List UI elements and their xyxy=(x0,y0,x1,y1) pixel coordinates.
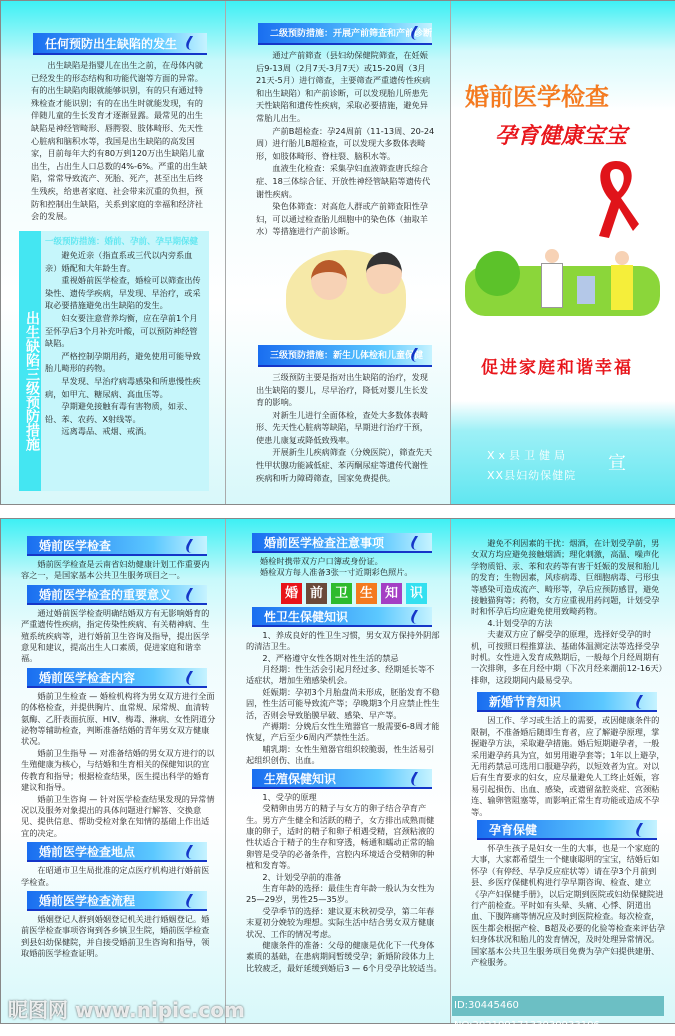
paragraph: 产褥期：分娩后女性生殖器官一般需要6-8周才能恢复，产后至少6周内严禁性生活。 xyxy=(246,721,440,743)
xuan-mark: 宣 xyxy=(608,453,626,474)
section-banner: 婚前医学检查的重要意义 xyxy=(27,585,207,605)
paragraph: 健康条件的准备：父母的健康是优化下一代身体素质的基础，在患病期间暂缓受孕；新婚阶段体力上比较疲乏，最好延缓到婚后3 — 6个月受孕比较适当。 xyxy=(246,939,442,973)
section-banner: 二级预防措施：开展产前筛查和产前诊断 xyxy=(258,23,432,45)
paragraph: 怀孕生孩子是妇女一生的大事，也是一个家庭的大事，大家都希望生一个健康聪明的宝宝，结婚后如怀孕（有停经、早孕反应症状等）请在孕3个月前到县、乡医疗保健机构进行孕早期咨询、检查、建立《孕产妇保健手册》，以后定期到医院或妇幼保健院进行产前检查。平时如有头晕、头痛、心悸、阴道出血、下腹阵痛等情况应及时到医院检查。每次检查，医生都会根据产检、B超及必要的化验等检查来评估孕妇身体状况和胎儿的发育情况，及时处理异常情况。国家基本公共卫生服务项目免费为孕产妇提供建册、产检服务。 xyxy=(471,842,665,967)
family-illustration xyxy=(465,241,660,331)
section-banner: 新婚节育知识 xyxy=(477,692,657,712)
body-text xyxy=(21,865,217,888)
prevention-box xyxy=(19,231,209,491)
body-text xyxy=(471,715,667,818)
paragraph: 避免近亲（指直系或三代以内旁系血亲）婚配和大年龄生育。 xyxy=(45,250,193,273)
panel-health-knowledge xyxy=(226,519,451,1023)
paragraph: 三级预防主要是指对出生缺陷的治疗，发现出生缺陷的婴儿，尽早治疗，降低对婴儿生长发育的影响。 xyxy=(256,371,428,408)
body-text xyxy=(21,691,217,839)
paragraph: 1、养成良好的性卫生习惯，男女双方保持外阴部的清洁卫生。 xyxy=(246,629,440,652)
paragraph: 婚前卫生指导 — 对准备结婚的男女双方进行的以生殖健康为核心，与结婚和生育相关的保健知识的宣传教育和指导；根据检查结果，医生提出科学的婚育建议和指导。 xyxy=(21,747,215,793)
body-text xyxy=(31,59,211,223)
knowledge-tile: 前 xyxy=(306,583,327,604)
paragraph: 开展新生儿疾病筛查（分娩医院），筛查先天性甲状腺功能减低症、苯丙酮尿症等遗传代谢性疾病和听力障碍筛查，国家免费提供。 xyxy=(256,447,433,483)
cover-slogan: 促进家庭和谐幸福 xyxy=(481,358,633,378)
notes-text xyxy=(260,556,442,579)
paragraph: 妊娠期：孕初3个月胎盘尚未形成，胚胎发育不稳固，性生活可能导致流产等；孕晚期3个月应禁止性生活，否则会导致胎膜早破、感染、早产等。 xyxy=(246,686,440,720)
paragraph: 4.计划受孕的方法 xyxy=(487,617,553,628)
section-banner: 婚前医学检查地点 xyxy=(27,842,207,862)
panel-pregnancy xyxy=(451,519,675,1023)
brochure-inside xyxy=(0,518,675,1024)
body-text xyxy=(256,371,436,484)
paragraph: 受精卵由男方的精子与女方的卵子结合孕育产生。男方产生健全和活跃的精子，女方排出成熟而健康的卵子，适时的精子和卵子相遇受精，宫颈粘液的性状适合于精子的生存和穿透，畅通和蠕动正常的输卵管是受孕的必备条件，宫腔内环境适合受精卵的种植和发育等。 xyxy=(246,803,435,871)
paragraph: 重视婚前医学检查，婚检可以筛查出传染性、遗传学疾病，早发现、早治疗，或采取必要措施避免出生缺陷的发生。 xyxy=(45,275,201,311)
paragraph: 对新生儿进行全面体检，查处大多数体表畸形、先天性心脏病等缺陷，早期进行治疗干预，使患儿康复或降低致残率。 xyxy=(256,409,428,445)
paragraph: 在昭通市卫生局批准的定点医疗机构进行婚前医学检查。 xyxy=(21,865,210,887)
paragraph: 因工作、学习或生活上的需要，或因健康条件的限制，不准备婚后随即生育者，应了解避孕原理，掌握避孕方法，采取避孕措施。婚后短期避孕者，一般采用避孕药具为宜，如男用避孕套等；1年以上避孕，无用药禁忌可选用口服避孕药，以短效者为宜。对以后有生育要求的妇女，应尽量避免人工终止妊娠，容易引起损伤、出血、感染，或遗留盆腔炎症、宫颈粘连、输卵管阻塞等，而影响正常生育功能或造成不孕等。 xyxy=(471,715,665,817)
watermark: 昵图网 www.nipic.com xyxy=(8,998,245,1022)
section-banner: 婚前医学检查注意事项 xyxy=(252,533,432,553)
knowledge-tile: 婚 xyxy=(281,583,302,604)
paragraph: 血液生化检查：采集孕妇血液筛查唐氏综合症、18三体综合征、开放性神经管缺陷等遗传代谢性疾病。 xyxy=(256,163,431,199)
section-banner: 任何预防出生缺陷的发生 xyxy=(33,33,207,55)
org-name: XX县妇幼保健院 xyxy=(487,469,577,482)
family-illustration xyxy=(256,240,420,345)
knowledge-tile: 识 xyxy=(406,583,427,604)
panel-prevention xyxy=(226,1,451,504)
paragraph: 远离毒品、戒烟、戒酒。 xyxy=(61,426,152,437)
paragraph: 2、计划受孕前的准备 xyxy=(262,871,342,882)
side-label: 出生缺陷三级预防措施 xyxy=(19,231,41,491)
note-item: 婚检双方每人准备3张一寸近期彩色照片。 xyxy=(260,567,413,578)
image-id-bar: ID:30445460 NO:20210917133030933106 xyxy=(452,996,664,1016)
paragraph: 哺乳期：女性生殖器官组织较脆弱，性生活易引起组织创伤、出血。 xyxy=(246,743,435,766)
paragraph: 受孕季节的选择：建议夏末秋初受孕，第二年春末夏初分娩较为理想。实际生活中结合男女双方健康状况、工作的情况考虑。 xyxy=(246,905,435,939)
paragraph: 婚前医学检查是云南省妇幼健康计划工作重要内容之一，是国家基本公共卫生服务项目之一。 xyxy=(21,559,210,581)
paragraph: 婚前卫生咨询 — 针对医学检查结果发现的异常情况以及服务对象提出的具体问题进行解答、交换意见、提供信息、帮助受检对象在知情的基础上作出适宜的决定。 xyxy=(21,793,215,838)
paragraph: 夫妻双方应了解受孕的原理，选择好受孕的时机，可按照日程推算法、基础体温测定法等选择受孕时机。女性进入发育成熟期后，一般每个月经周期有一次排卵，多在月经中期（下次月经来潮前12-16天）排卵，这段期间内最易受孕。 xyxy=(471,629,667,685)
section-banner: 性卫生保健知识 xyxy=(252,607,432,627)
knowledge-tile: 生 xyxy=(356,583,377,604)
body-text xyxy=(471,538,667,686)
section-banner: 孕育保健 xyxy=(477,820,657,840)
brochure-outside xyxy=(0,0,675,505)
body-text xyxy=(45,249,203,438)
paragraph: 生育年龄的选择：最佳生育年龄一般认为女性为25—29岁，男性25—35岁。 xyxy=(246,882,435,905)
paragraph: 产前B超检查：孕24周前（11-13周、20-24周）进行胎儿B超检查，可以发现大多数体表畸形，如肢体畸形、脊柱裂、脑积水等。 xyxy=(256,125,435,161)
panel-cover xyxy=(451,1,675,504)
paragraph: 避免不利因素的干扰：烟酒，在计划受孕前，男女双方均应避免接触烟酒；理化刺激，高温、噪声化学物质铅、汞、苯和农药等有害于妊娠的发展和胎儿的发育；生物因素，风疹病毒、巨细胞病毒、弓形虫等感染可造成流产、畸形等，孕后应预防感冒，避免接触猫狗等；药物，女方应重视用药问题，计划受孕时和怀孕后均应避免使用致畸药物。 xyxy=(471,538,660,617)
paragraph: 通过产前筛查（县妇幼保健院筛查，在妊娠后9-13周（2月7天-3月7天）或15-20周（3月21天-5月）进行筛查，主要筛查严重遗传性疾病和出生缺陷）和产前诊断，可以发现胎儿所患先天性缺陷和遗传性疾病，采取必要措施，避免异常胎儿出生。 xyxy=(256,50,431,123)
panel-birth-defects xyxy=(1,1,226,504)
section-banner: 婚前医学检查 xyxy=(27,536,207,556)
section-banner: 生殖保健知识 xyxy=(252,769,432,789)
body-text xyxy=(256,49,436,238)
paragraph: 通过婚前医学检查明确结婚双方有无影响婚育的严重遗传性疾病，指定传染性疾病、有关精神病、生殖系统疾病等，进行婚前卫生咨询及指导，提出医学意见和建议，提高出生人口素质，促进家庭和谐幸福。 xyxy=(21,607,210,664)
paragraph: 严格控制孕期用药，避免使用可能导致胎儿畸形的药物。 xyxy=(45,350,201,374)
body-text xyxy=(471,843,667,968)
cover-subtitle: 孕育健康宝宝 xyxy=(495,124,628,149)
body-text xyxy=(21,559,217,582)
paragraph: 婚前卫生检查 — 婚检机构将为男女双方进行全面的体格检查，并提供胸片、血常规、尿常规、血清转氨酶、乙肝表面抗原、HIV、梅毒、淋病、女性阴道分泌物等辅助检查，判断准备结婚的青年男女双方健康状况。 xyxy=(21,690,216,747)
cover-title: 婚前医学检查 xyxy=(465,83,609,111)
org-name: Xx县卫健局 xyxy=(487,449,570,462)
knowledge-tile: 知 xyxy=(381,583,402,604)
section-banner: 三级预防措施：新生儿体检和儿童保健 xyxy=(258,345,432,367)
body-text xyxy=(246,792,442,975)
paragraph: 月经期：性生活会引起月经过多、经期延长等不适症状，增加生殖感染机会。 xyxy=(246,664,435,686)
red-ribbon-icon xyxy=(591,156,641,241)
paragraph: 妇女要注意营养均衡，应在孕前1个月至怀孕后3个月补充叶酸，可以预防神经管缺陷。 xyxy=(45,312,198,349)
body-text xyxy=(246,630,442,767)
paragraph: 出生缺陷是指婴儿在出生之前，在母体内就已经发生的形态结构和功能代谢等方面的异常。有的出生缺陷肉眼就能够识别，有的只有通过特殊检查才能识别；有的在出生时就能发现，有的伴随儿童的生长发育才逐渐显露。最常见的出生缺陷是神经管畸形、唇腭裂、肢体畸形、先天性心脏病和脑积水等，我国是出生缺陷的高发国家，目前每年大约有80万到120万出生缺陷儿童出生，占出生人口总数的4%-6%。严重的出生缺陷，常常导致流产、死胎、死产，甚至出生后终生残疾，给患者家庭、社会带来沉重的负担，预防和控制出生缺陷，关系到家庭的幸福和经济社会的发展。 xyxy=(31,60,208,222)
sub-heading: 一级预防措施：婚前、孕前、孕早期保健 xyxy=(45,237,199,247)
paragraph: 2、严格遵守女性各期对性生活的禁忌 xyxy=(262,652,399,663)
paragraph: 婚姻登记人群到婚姻登记机关进行婚姻登记。婚前医学检查事项咨询到各乡镇卫生院，婚前医学检查到县妇幼保健院，并自接受婚前卫生咨询和指导，领取婚前医学检查证明。 xyxy=(21,913,210,959)
paragraph: 孕期避免接触有毒有害物质，如汞、铅、苯、农药、X射线等。 xyxy=(45,401,193,424)
body-text xyxy=(21,914,217,960)
panel-exam-info xyxy=(1,519,226,1023)
section-banner: 婚前医学检查流程 xyxy=(27,891,207,911)
note-item: 婚检时携带双方户口簿或身份证。 xyxy=(260,556,383,566)
knowledge-tile: 卫 xyxy=(331,583,352,604)
body-text xyxy=(21,608,217,665)
paragraph: 染色体筛查：对高危人群或产前筛查阳性孕妇，可以通过检查胎儿细胞中的染色体（抽取羊水）等措施进行产前诊断。 xyxy=(256,201,428,237)
section-banner: 婚前医学检查内容 xyxy=(27,668,207,688)
knowledge-tiles xyxy=(281,583,450,604)
paragraph: 1、受孕的原理 xyxy=(262,791,317,802)
paragraph: 早发现、早治疗病毒感染和所患慢性疾病，如甲亢、糖尿病、高血压等。 xyxy=(45,375,201,399)
